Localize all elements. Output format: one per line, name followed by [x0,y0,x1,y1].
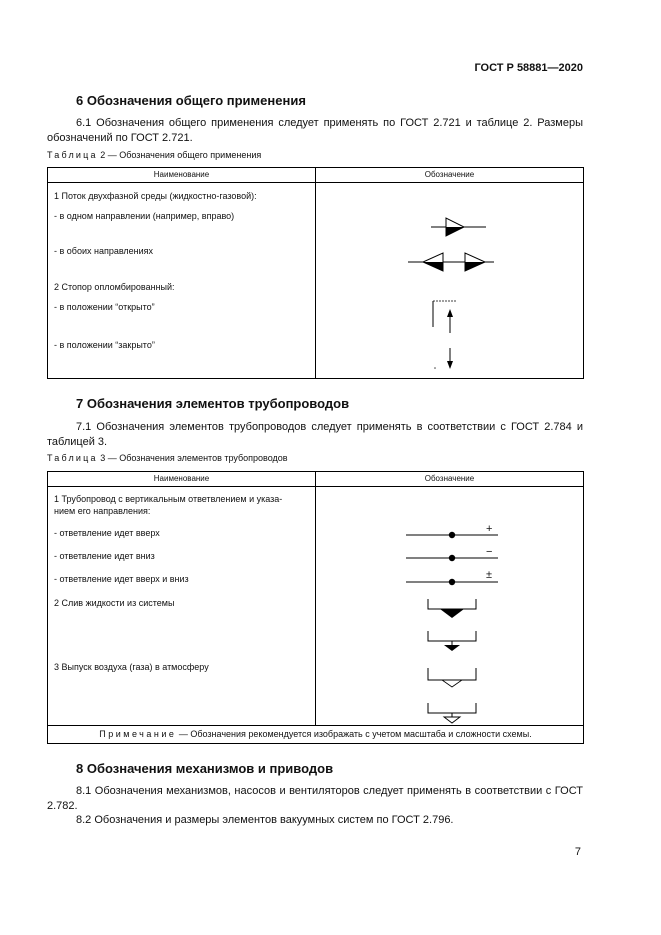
two-phase-flow-both-directions-symbol [408,253,494,271]
page-number: 7 [574,846,581,858]
section-8-paragraph-2-text: 8.2 Обозначения и размеры элементов вакуумных систем по ГОСТ 2.796. [76,814,454,826]
table-2-row-2a: - в положении “открыто” [54,302,155,312]
sealed-stopper-open-symbol [433,301,456,333]
liquid-drain-symbol-1 [428,599,476,618]
table-3-note-prefix: Примечание [99,729,177,739]
section-8-paragraph-1-text: 8.1 Обозначения механизмов, насосов и вентиляторов следует применять в соответствии с ГОСТ 2.782. [47,785,583,812]
table-2-symbols-cell [316,183,584,379]
table-3 [47,471,584,744]
table-2-names-cell [48,183,316,379]
table-2-col-symbol: Обозначение [316,168,584,183]
table-3-note [48,726,584,744]
two-phase-flow-one-direction-symbol [431,218,486,236]
section-6-paragraph [47,116,583,146]
table-3-row-3: 3 Выпуск воздуха (газа) в атмосферу [54,662,209,672]
table-2-symbols [316,183,582,378]
table-3-row-1c: - ответвление идет вверх и вниз [54,574,189,584]
air-release-symbol-2 [428,703,476,723]
table-3-row-2: 2 Слив жидкости из системы [54,598,175,608]
table-3-symbols [316,487,582,725]
sign-minus: − [486,546,493,558]
table-3-col-name: Наименование [48,472,316,487]
air-release-symbol-1 [428,668,476,687]
liquid-drain-symbol-2 [428,631,476,651]
table-2-col-name: Наименование [48,168,316,183]
table-3-caption-text: 3 — Обозначения элементов трубопроводов [97,453,288,463]
table-3-row-1-cont: нием его направления: [54,506,151,516]
section-7-paragraph-text: 7.1 Обозначения элементов трубопроводов следует применять в соответствии с ГОСТ 2.784 и таблицей 3. [47,421,583,448]
table-2-row-1a: - в одном направлении (например, вправо) [54,211,235,221]
table-3-caption-prefix: Таблица [47,453,98,463]
table-3-caption [47,453,288,463]
section-8-paragraph-1 [47,784,583,814]
table-3-names-cell [48,487,316,726]
table-3-symbols-cell [316,487,584,726]
sign-plus: + [486,523,493,535]
section-8-title: 8 Обозначения механизмов и приводов [76,761,334,776]
section-6-paragraph-text: 6.1 Обозначения общего применения следует применять по ГОСТ 2.721 и таблице 2. Размеры обозначений по ГОСТ 2.721. [47,117,583,144]
pipe-branch-down-symbol [406,555,498,561]
table-3-row-1: 1 Трубопровод с вертикальным ответвлением и указа- [54,494,283,504]
table-2-caption-prefix: Таблица [47,150,98,160]
table-2-caption-text: 2 — Обозначения общего применения [97,150,262,160]
section-8-paragraph-2 [47,813,583,828]
standard-header: ГОСТ Р 58881—2020 [474,62,583,74]
table-3-row-1a: - ответвление идет вверх [54,528,160,538]
table-3-col-symbol: Обозначение [316,472,584,487]
table-3-note-text: — Обозначения рекомендуется изображать с учетом масштаба и сложности схемы. [176,729,532,739]
table-2-row-1: 1 Поток двухфазной среды (жидкостно-газовой): [54,191,257,201]
table-2-row-2: 2 Стопор опломбированный: [54,282,175,292]
section-7-title: 7 Обозначения элементов трубопроводов [76,396,350,411]
table-2-row-1b: - в обоих направлениях [54,246,154,256]
table-2-caption [47,150,261,160]
pipe-branch-up-down-symbol [406,579,498,585]
table-2 [47,167,584,379]
section-7-paragraph [47,420,583,450]
table-3-row-1b: - ответвление идет вниз [54,551,155,561]
sealed-stopper-closed-symbol [434,348,453,369]
pipe-branch-up-symbol [406,532,498,538]
sign-plus-minus: ± [486,569,493,581]
section-6-title: 6 Обозначения общего применения [76,93,306,108]
table-2-row-2b: - в положении “закрыто” [54,340,155,350]
